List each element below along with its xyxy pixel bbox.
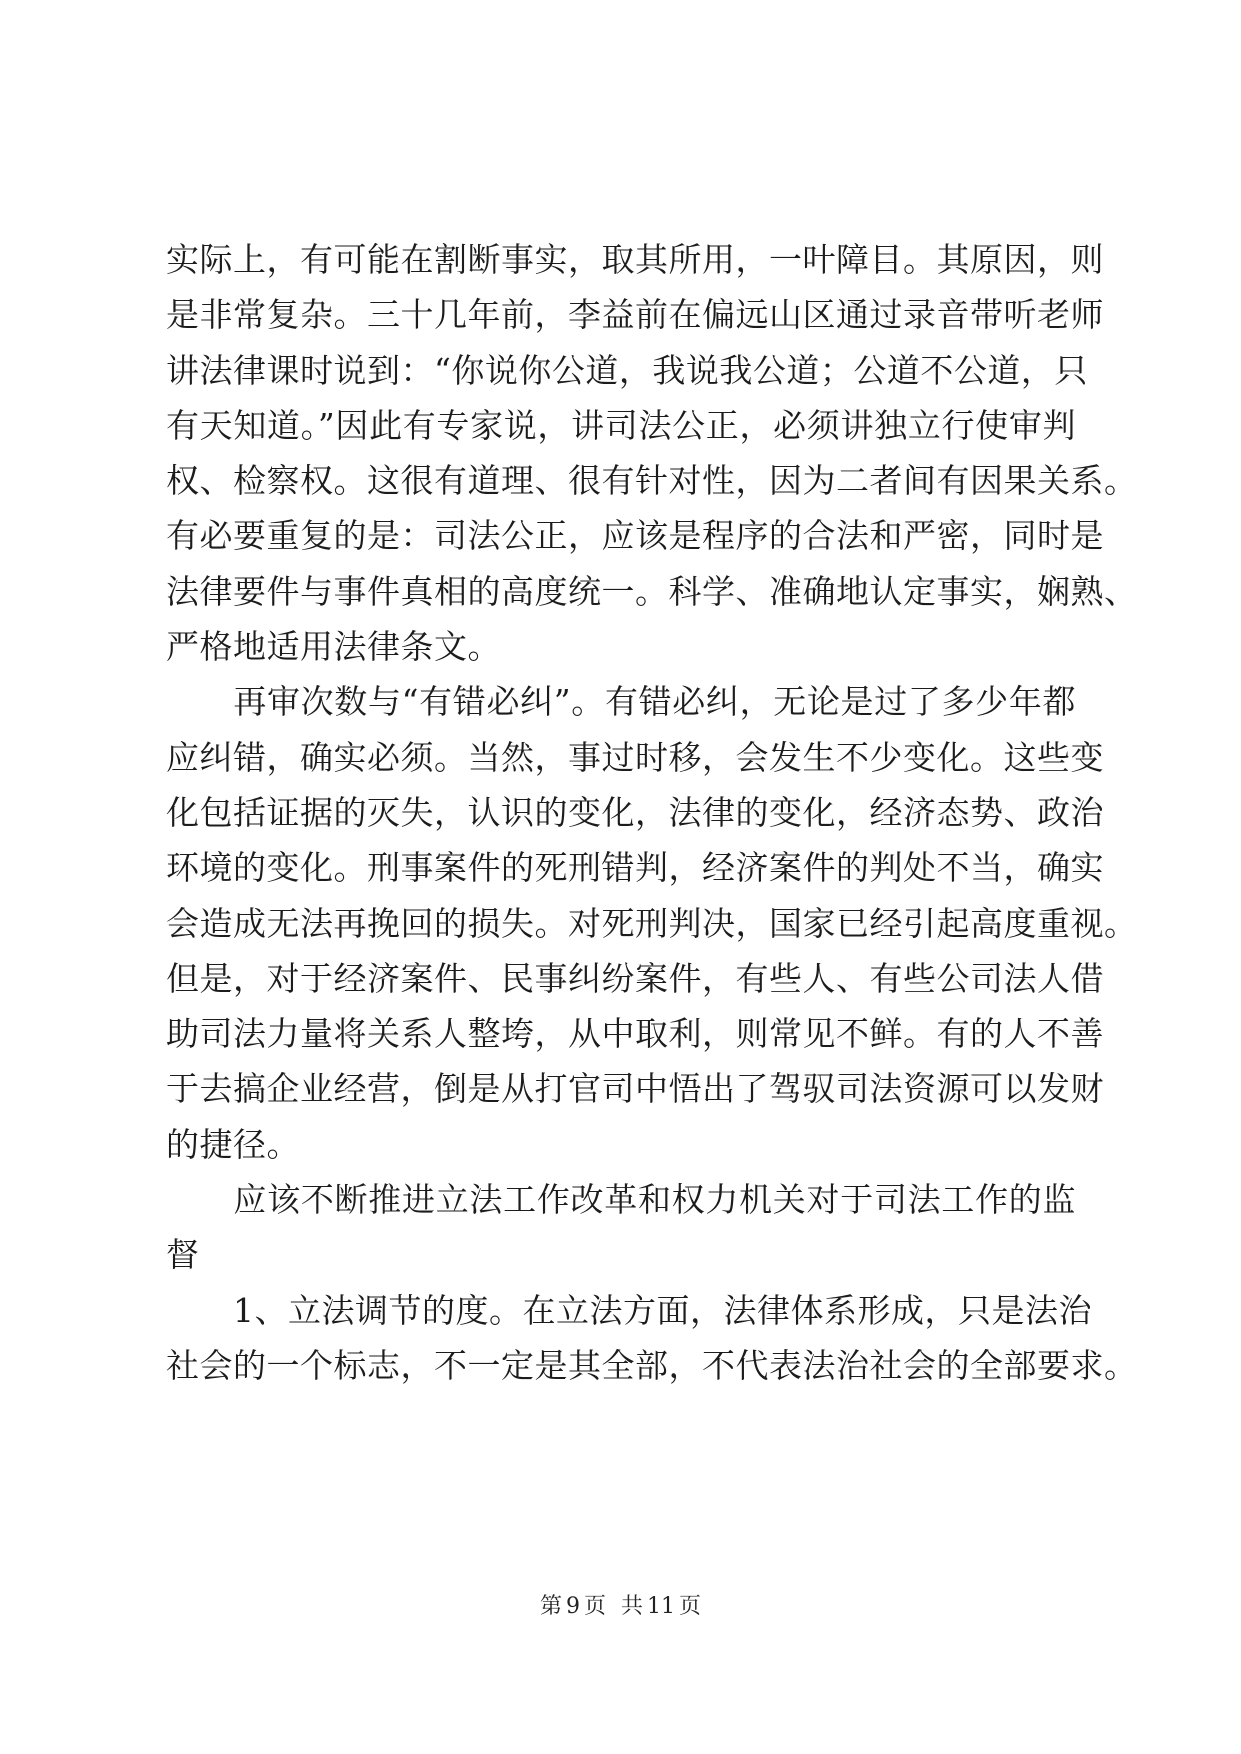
page-footer: [0, 1592, 1241, 1622]
text-line: 有必要重复的是：司法公正，应该是程序的合法和严密，同时是: [166, 516, 1104, 556]
paragraph: [166, 232, 1138, 674]
document-body: [166, 232, 1138, 1393]
text-line: 会造成无法再挽回的损失。对死刑判决，国家已经引起高度重视。: [166, 903, 1138, 943]
paragraph: [166, 1283, 1138, 1394]
text-line: 法律要件与事件真相的高度统一。科学、准确地认定事实，娴熟、: [166, 571, 1138, 611]
total-label-suffix: 页: [679, 1594, 702, 1619]
page-label-suffix: 页: [583, 1594, 606, 1619]
text-line: 权、检察权。这很有道理、很有针对性，因为二者间有因果关系。: [166, 461, 1138, 501]
text-line: 1、立法调节的度。在立法方面，法律体系形成，只是法治: [166, 1290, 1092, 1330]
text-line: 应纠错，确实必须。当然，事过时移，会发生不少变化。这些变: [166, 737, 1104, 777]
text-line: 社会的一个标志，不一定是其全部，不代表法治社会的全部要求。: [166, 1345, 1138, 1385]
text-line: 化包括证据的灭失，认识的变化，法律的变化，经济态势、政治: [166, 792, 1104, 832]
page-indicator: [538, 1594, 608, 1619]
text-line: 应该不断推进立法工作改革和权力机关对于司法工作的监: [166, 1180, 1076, 1220]
page-number: 9: [565, 1594, 580, 1619]
paragraph: [166, 1172, 1076, 1283]
total-pages: 11: [647, 1594, 676, 1619]
text-line: 实际上，有可能在割断事实，取其所用，一叶障目。其原因，则: [166, 240, 1104, 279]
text-line: 讲法律课时说到：“你说你公道，我说我公道；公道不公道，只: [166, 350, 1088, 390]
text-line: 督: [166, 1235, 200, 1275]
paragraph: [166, 674, 1138, 1172]
text-line: 的捷径。: [166, 1124, 300, 1164]
page-label-prefix: 第: [539, 1594, 562, 1619]
text-line: 助司法力量将关系人整垮，从中取利，则常见不鲜。有的人不善: [166, 1014, 1104, 1054]
text-line: 再审次数与“有错必纠”。有错必纠，无论是过了多少年都: [166, 682, 1076, 722]
total-pages-indicator: [619, 1594, 703, 1619]
text-line: 是非常复杂。三十几年前，李益前在偏远山区通过录音带听老师: [166, 295, 1104, 335]
text-line: 但是，对于经济案件、民事纠纷案件，有些人、有些公司法人借: [166, 958, 1104, 998]
text-line: 严格地适用法律条文。: [166, 627, 501, 667]
text-line: 于去搞企业经营，倒是从打官司中悟出了驾驭司法资源可以发财: [166, 1069, 1104, 1109]
text-line: 环境的变化。刑事案件的死刑错判，经济案件的判处不当，确实: [166, 848, 1104, 888]
total-label-prefix: 共: [621, 1594, 644, 1619]
text-line: 有天知道。”因此有专家说，讲司法公正，必须讲独立行使审判: [166, 405, 1076, 445]
